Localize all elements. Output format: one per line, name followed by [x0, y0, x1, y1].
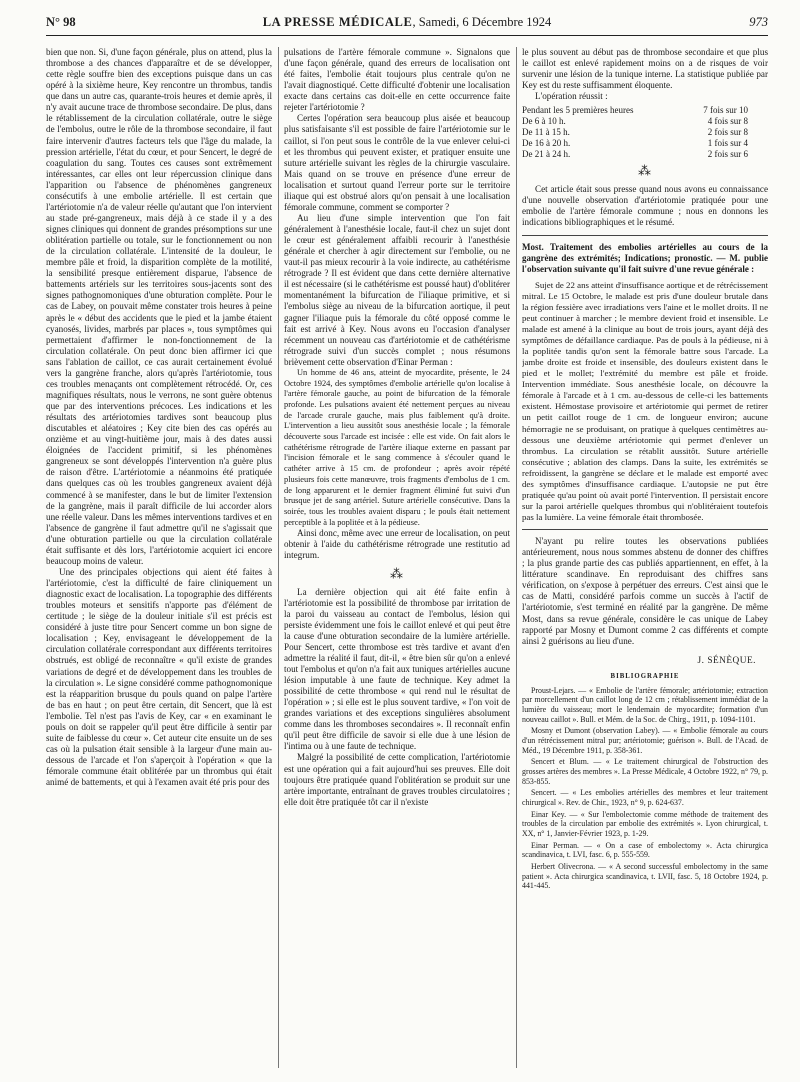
- paragraph: Certes l'opération sera beaucoup plus aisée et beaucoup plus satisfaisante s'il est possible de faire l'artériotomie sur le caillot, si l'on peut sous le contrôle de la vue enlever celui-ci et les thrombus qui peuvent exister, et pratiquer ensuite une suture artérielle suivant les règles de la chirurgie vasculaire. Mais quand on se trouve en présence d'une erreur de localisation et surtout quand l'erreur porte sur le territoire iliaque qui est obstrué alors qu'on pensait à une localisation fémorale commune, comment se comporter ?: [284, 113, 510, 212]
- stat-value: 1 fois sur 4: [707, 137, 748, 148]
- paragraph: le plus souvent au début pas de thrombose secondaire et que plus le caillot est enlevé rapidement moins on a de risques de voir survenir une lésion de la tunique interne. La statistique publiée par Key est du reste suffisamment éloquente.: [522, 47, 768, 91]
- issue-date: , Samedi, 6 Décembre 1924: [412, 15, 552, 29]
- success-statistics-table: [522, 105, 748, 159]
- bibliography-entry: Sencert et Blum. — « Le traitement chirurgical de l'obstruction des grosses artères des membres ». La Presse Médicale, 4 Octobre 1922, n° 79, p. 853-855.: [522, 757, 768, 786]
- table-row: [522, 127, 748, 138]
- bibliography-list: [522, 686, 768, 891]
- header-rule: [46, 35, 768, 36]
- section-break-asterism: ⁂: [390, 565, 404, 581]
- bibliography-entry: Einar Perman. — « On a case of embolectomy ». Acta chirurgica scandinavica, t. LVI, fasc. 6, p. 555-559.: [522, 840, 768, 860]
- paragraph: Malgré la possibilité de cette complication, l'artériotomie est une opération qui a fait aujourd'hui ses preuves. Elle doit toujours être pratiquée quand l'oblitération se produit sur une artère importante, entraînant de graves troubles circulatoires ; elle doit être pratiquée tôt car il n'existe: [284, 752, 510, 807]
- stat-label: De 16 à 20 h.: [522, 137, 571, 148]
- table-row: [522, 138, 748, 149]
- table-row: [522, 116, 748, 127]
- issue-number: N° 98: [46, 15, 76, 29]
- paragraph: Une des principales objections qui aient été faites à l'artériotomie, c'est la difficulté de faire cliniquement un diagnostic exact de localisation. La topographie des différents troubles moteurs et sensitifs n'apporte pas d'élément de certitude ; le siège de la douleur initiale s'il est précis est considéré à juste titre pour Sencert comme un bon signe de localisation ; Key, envisageant le développement de la circulation collatérale correspondant aux différents territoires obstrués, est obligé de reconnaître « qu'il existe de grandes variations de degré et de développement dans les troubles de la circulation ». Le signe considéré comme pathognomonique est la réapparition brusque du pouls quand on palpe l'artère de bas en haut ; on peut être certain, dit Sencert, que là est l'embolie. Tel n'est pas l'avis de Key, car « en examinant le pouls on doit se rappeler qu'il peut être difficile à sentir par suite de faiblesse du cœur ». Cet auteur cite ensuite un de ses cas où la pulsation était sensible à la largeur d'une main au-dessous de l'arcade et l'on s'aperçoit à l'opération « que la fémorale commune était oblitérée par un thrombus qui était animé de battements, et qui à l'examen avait été pris pour des: [46, 566, 272, 788]
- divider: [522, 235, 768, 236]
- stat-label: Pendant les 5 premières heures: [522, 105, 634, 116]
- paragraph: Au lieu d'une simple intervention que l'on fait généralement à l'anesthésie locale, faut-il chez un sujet dont le cœur est généralement affaibli recourir à l'anesthésie générale et chercher à agir directement sur l'embolie, ou ne vaut-il pas mieux recourir à la voie indirecte, au cathétérisme rétrograde ? Il est évident que dans cette dernière alternative il est nécessaire (si le cathétérisme est poussé haut) d'oblitérer momentanément la bifurcation de l'iliaque primitive, et si l'embolus siège au niveau de la bifurcation aortique, il peut gagner l'iliaque puis la fémorale du côté opposé comme le fait est arrivé à Key. Nous avons eu l'occasion d'analyser récemment un nouveau cas d'artériotomie et de cathétérisme rétrograde suivi d'un succès complet ; nous résumons brièvement cette observation d'Einar Perman :: [284, 212, 510, 367]
- journal-masthead: [46, 15, 768, 30]
- paragraph: Cet article était sous presse quand nous avons eu connaissance d'une nouvelle observation d'artériotomie pratiquée pour une embolie de l'artère fémorale commune ; nous en donnons les indications bibliographiques et le résumé.: [522, 184, 768, 228]
- stat-value: 7 fois sur 10: [703, 105, 748, 116]
- case-summary: Un homme de 46 ans, atteint de myocardite, présente, le 24 Octobre 1924, des symptômes d'embolie artérielle qu'on localise à l'artère fémorale gauche, au point de bifurcation de la fémorale profonde. Les pulsations avaient été nettement perçues au niveau de l'arcade crurale gauche, mais plus faiblement qu'à droite. L'intervention a lieu aussitôt sous anesthésie locale ; la fémorale découverte sous l'arcade est incisée : elle est vide. On fait alors le cathétérisme rétrograde de l'artère iliaque externe en passant par l'incision fémorale et le sang commence à s'écouler quand le cathéter arrive à 15 cm. de profondeur ; après avoir répété plusieurs fois cette manœuvre, trois fragments d'embolus de 1 cm. de long apparurent et le dernier fragment éliminé fut suivi d'un brusque jet de sang artériel. Suture artérielle consécutive. Dans la soirée, tous les troubles avaient disparu ; le pouls était nettement perceptible à la poplitée et à la pédieuse.: [284, 367, 510, 527]
- observation-title: Most. Traitement des embolies artérielles au cours de la gangrène des extrémités; Indications; pronostic. — M. publie l'observation suivante qu'il fait suivre d'une revue générale :: [522, 241, 768, 274]
- paragraph: N'ayant pu relire toutes les observations publiées antérieurement, nous nous sommes abstenu de donner des chiffres ; la plus grande partie des cas publiés appartiennent, en effet, à la littérature scandinave. En reproduisant des chiffres sans vérification, on s'expose à perpétuer des erreurs. C'est ainsi que le cas de Matti, considéré parfois comme un succès à l'actif de l'artériotomie, s'est terminé en réalité par la gangrène. De même Most, dans sa revue générale, considère le cas unique de Labey rapporté par Mosny et Dumont comme 2 cas différents et compte ainsi 2 guérisons au lieu d'une.: [522, 536, 768, 646]
- page-number: 973: [749, 15, 768, 29]
- bibliography-entry: Mosny et Dumont (observation Labey). — « Embolie fémorale au cours d'un rétrécissement mitral pur; artériotomie; guérison ». Bull. de l'Acad. de Méd., 19 Décembre 1911, p. 358-361.: [522, 726, 768, 755]
- section-break-asterism: ⁂: [638, 163, 652, 179]
- table-row: [522, 149, 748, 160]
- stat-value: 4 fois sur 8: [707, 116, 748, 127]
- column-divider: [278, 47, 279, 1068]
- divider: [522, 529, 768, 530]
- article-column-3: [522, 47, 768, 1070]
- author-signature: J. SÉNÈQUE.: [697, 655, 756, 666]
- bibliography-entry: Sencert. — « Les embolies artérielles des membres et leur traitement chirurgical ». Rev. de Chir., 1923, n° 9, p. 624-637.: [522, 788, 768, 807]
- article-column-2: [284, 47, 510, 1070]
- table-row: [522, 105, 748, 116]
- paragraph: Ainsi donc, même avec une erreur de localisation, on peut obtenir à l'aide du cathétérisme rétrograde une restitutio ad integrum.: [284, 528, 510, 561]
- column-divider: [516, 47, 517, 1068]
- paragraph: bien que non. Si, d'une façon générale, plus on attend, plus la thrombose a des chances d'apparaître et de se développer, cette règle souffre bien des exceptions puisque dans un cas opéré à la sixième heure, Key rencontre un thrombus, tandis que dans un autre cas, quarante-trois heures et demie après, il n'y avait aucune trace de thrombose secondaire. De plus, dans le rétablissement de la circulation collatérale, outre le siège de l'embolus, outre le rôle de la thrombose secondaire, il faut faire intervenir d'autres facteurs tels que l'âge du malade, la pression artérielle, l'état du cœur, et pour Sencert, le degré de coagulation du sang. Toutes ces causes sont extrêmement intéressantes, car elles ont leur répercussion clinique dans l'apparition ou l'absence de phénomènes gangreneux consécutifs à une embolie artérielle. Il est certain que l'artériotomie n'a de valeur réelle qu'autant que l'on intervient au stade pré-gangreneux, mais déjà à ce stade il y a des signes cliniques qui donnent de grandes présomptions sur une oblitération partielle ou totale, sur le fonctionnement ou non de la circulation collatérale. L'intensité de la douleur, le membre pâle et froid, la disparition complète de la motilité, la sensibilité presque entièrement disparue, l'absence de battements artériels sur les territoires sous-jacents sont des signes pathognomoniques d'une obturation complète. Pour le cas de Labey, on pouvait même constater trois heures à peine après le « début des accidents que le pied et la jambe étaient cyanosés, livides, marbrés par places », tous symptômes qui permettaient d'affirmer le non-fonctionnement de la circulation collatérale. On peut donc bien affirmer ici que sans l'ablation de caillot, ce cas aurait certainement évolué vers la gangrène franche, alors qu'après l'artériotomie, tous ces troubles menaçants ont complètement rétrocédé. Or, ces magnifiques résultats, nous le verrons, ne sont guère obtenus que par des interventions précoces. Les indications et les résultats des artériotomies tardives sont beaucoup plus discutables et aléatoires ; Key cite bien des cas opérés au onzième et au vingt-huitième jour, mais à des dates aussi éloignées de l'accident primitif, si les phénomènes gangreneux se sont développés l'intervention n'a guère plus de raison d'être. L'artériotomie a néanmoins été pratiquée dans quelques cas où les troubles gangreneux avaient déjà commencé à se manifester, dans le but de limiter l'extension de la gangrène, mais il paraît difficile de lui accorder alors une réelle valeur. Dans les mêmes interventions tardives et en l'absence de gangrène il faut admettre qu'il ne s'agissait que d'une obturation partielle ou que la circulation collatérale était suffisante et dès lors, l'artériotomie acquiert ici encore beaucoup moins de valeur.: [46, 47, 272, 566]
- paragraph: La dernière objection qui ait été faite enfin à l'artériotomie est la possibilité de thrombose par irritation de la paroi du vaisseau au contact de l'embolus, lésion qui persiste évidemment une fois le caillot enlevé et qui peut être la cause d'une obturation secondaire de la lumière artérielle. Pour Sencert, cette thrombose est très tardive et avant d'en admettre la réalité il faut, dit-il, « être bien sûr qu'on a enlevé tout l'embolus et qu'on n'a fait aux tuniques artérielles aucune lésion imputable à une faute de technique. Key admet la possibilité de cette thrombose « qui rend nul le résultat de l'opération » ; si elle est le plus souvent tardive, « l'on voit de grandes variations et des exceptions singulières absolument comme dans les thromboses secondaires ». Il reconnaît enfin qu'il peut être difficile de savoir si elle due à une lésion de l'intima ou à une faute de technique.: [284, 586, 510, 752]
- bibliography-entry: Proust-Lejars. — « Embolie de l'artère fémorale; artériotomie; extraction par morcellement d'un caillot long de 12 cm ; rétablissement immédiat de la lumière du vaisseau; mort le lendemain de myocardite; formation d'un nouveau caillot ». Bull. et Mém. de la Soc. de Chirg., 1911, p. 1094-1101.: [522, 685, 768, 724]
- journal-title: LA PRESSE MÉDICALE: [262, 15, 413, 29]
- stats-label: L'opération réussit :: [535, 91, 608, 102]
- stat-value: 2 fois sur 8: [707, 126, 748, 137]
- page-header: [46, 13, 768, 35]
- bibliography-heading: BIBLIOGRAPHIE: [610, 672, 680, 680]
- article-column-1: [46, 47, 272, 1070]
- stat-value: 2 fois sur 6: [707, 148, 748, 159]
- bibliography-entry: Einar Key. — « Sur l'embolectomie comme méthode de traitement des troubles de la circulation par embolie des extrémités ». Lyon chirurgical, t. XX, n° 1, Janvier-Février 1923, p. 1-29.: [522, 809, 768, 838]
- paragraph: pulsations de l'artère fémorale commune ». Signalons que d'une façon générale, quand des erreurs de localisation ont été faites, l'embolie était toujours plus centrale qu'on ne l'avait diagnostiqué. Cette difficulté d'obtenir une localisation exacte dans certains cas doit-elle en cette occurrence faite rejeter l'artériotomie ?: [284, 47, 510, 113]
- stat-label: De 21 à 24 h.: [522, 148, 571, 159]
- stat-label: De 11 à 15 h.: [522, 126, 570, 137]
- stat-label: De 6 à 10 h.: [522, 116, 566, 127]
- clinical-observation: Sujet de 22 ans atteint d'insuffisance aortique et de rétrécissement mitral. Le 15 Octobre, le malade est pris d'une douleur brutale dans la région fessière avec irradiations vers l'aine et le mollet droits. Il ne peut continuer à marcher ; le membre devient froid et insensible. Le malade est amené à la clinique au bout de trois jours, ayant déjà des symptômes de défaillance cardiaque. Pas de pouls à la pédieuse, ni à la poplitée tandis qu'on sent la fémorale battre sous l'arcade. La jambe droite est froide et insensible, des douleurs existent dans le pied et le mollet; l'extrémité du membre est pâle et froide. Intervention immédiate. Sous anesthésie locale, on découvre la fémorale à l'arcade et à 1 cm. au-dessous de celle-ci les battements existent. Hémostase provisoire et artériotomie qui permet de retirer un petit caillot rouge de 1 cm. de longueur environ; aucune hémorragie ne se produisant, on pratique à quelques centimètres au-dessous une deuxième artériotomie qui permet d'enlever un thrombus. La circulation se rétablit aussitôt. Suture artérielle consécutive ; ablation des clamps. Dans la suite, les extrémités se refroidissent, la gangrène se déclare et le malade est emporté avec des symptômes d'insuffisance cardiaque. L'autopsie ne put être pratiquée qu'au point où avait porté l'intervention. Il persistait encore sur la paroi artérielle quelques thrombus qui n'oblitéraient toutefois pas la lumière. La veine fémorale était thrombosée.: [522, 279, 768, 523]
- bibliography-entry: Herbert Olivecrona. — « A second successful embolectomy in the same patient ». Acta chirurgica scandinavica, t. LVII, fasc. 5, 18 Octobre 1924, p. 441-445.: [522, 862, 768, 891]
